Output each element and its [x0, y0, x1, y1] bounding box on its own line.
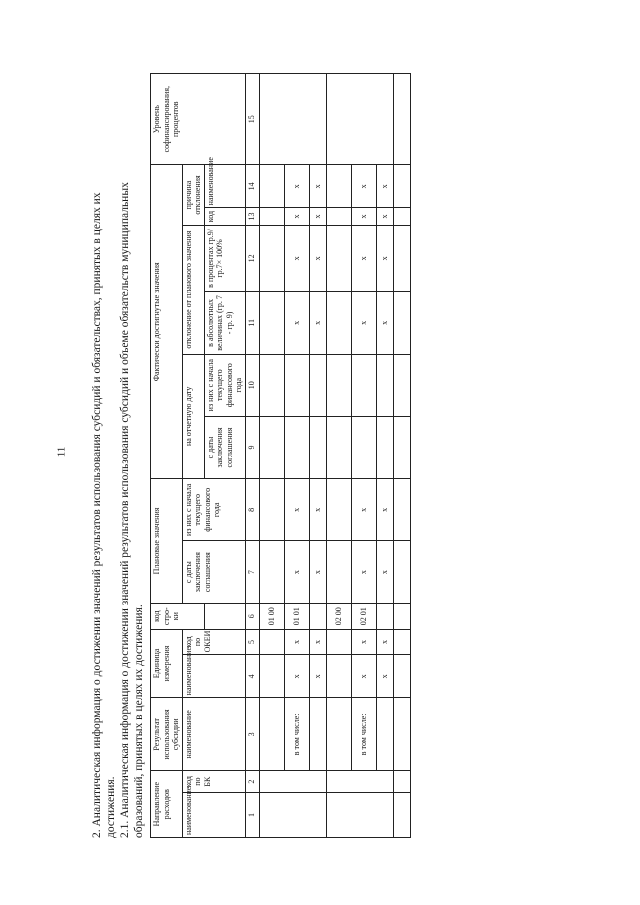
cell — [393, 165, 410, 208]
x-cell: x — [309, 541, 326, 603]
heading — [90, 78, 146, 838]
x-cell: x — [309, 655, 326, 698]
cell — [309, 698, 326, 771]
x-cell: x — [351, 541, 376, 603]
cell — [393, 74, 410, 165]
cell — [259, 655, 284, 698]
cell — [259, 225, 284, 292]
x-cell: x — [351, 208, 376, 225]
cell — [259, 292, 284, 354]
col-num: 3 — [245, 698, 259, 771]
col-num: 6 — [245, 603, 259, 629]
col-num: 15 — [245, 74, 259, 165]
rotated-page — [90, 68, 530, 838]
cell — [326, 165, 351, 208]
cell — [259, 792, 326, 837]
x-cell: x — [284, 225, 309, 292]
x-cell: x — [284, 165, 309, 208]
x-cell: x — [309, 225, 326, 292]
x-cell: x — [376, 165, 393, 208]
h-fact: Фактически достигнутые значения — [151, 165, 183, 479]
cell — [259, 74, 326, 165]
col-num: 2 — [245, 771, 259, 793]
x-cell: x — [309, 479, 326, 541]
h-abs: в абсолютных величинах (гр. 7 - гр. 9) — [204, 292, 245, 354]
h-direction: Направление расходов — [151, 771, 183, 838]
cell — [393, 629, 410, 655]
cell — [259, 541, 284, 603]
x-cell: x — [284, 208, 309, 225]
table-row — [376, 74, 393, 838]
col-num: 9 — [245, 416, 259, 478]
x-cell: x — [284, 479, 309, 541]
col-num: 12 — [245, 225, 259, 292]
h-unit-name: наименование — [182, 655, 245, 698]
cell — [351, 416, 376, 478]
cell — [326, 479, 351, 541]
col-num: 8 — [245, 479, 259, 541]
h-level: Уровень софинансирования, процентов — [151, 74, 246, 165]
x-cell: x — [376, 629, 393, 655]
table-row — [351, 74, 376, 838]
x-cell: x — [376, 479, 393, 541]
h-plan: Плановые значения — [151, 479, 183, 604]
cell — [309, 354, 326, 416]
h-plan-ytd: из них с начала текущего финансового года — [182, 479, 245, 541]
x-cell: x — [309, 208, 326, 225]
h-reason-name: наименование — [204, 165, 245, 208]
col-num: 14 — [245, 165, 259, 208]
cell — [326, 208, 351, 225]
cell — [393, 292, 410, 354]
x-cell: x — [284, 655, 309, 698]
cell — [393, 208, 410, 225]
h-code-row: код стро-ки — [151, 603, 205, 629]
h-name: наименование — [182, 792, 245, 837]
heading-line-3: 2.1. Аналитическая информация о достижении значений результатов использования субсидий и объеме обязательств муниципальных — [119, 182, 131, 838]
col-num: 1 — [245, 792, 259, 837]
x-cell: x — [351, 165, 376, 208]
heading-line-2: достижения. — [105, 776, 117, 838]
cell — [351, 354, 376, 416]
h-plan-from: с даты заключения соглашения — [182, 541, 245, 603]
cell — [326, 629, 351, 655]
cell — [393, 416, 410, 478]
x-cell: x — [376, 208, 393, 225]
cell — [259, 208, 284, 225]
x-cell: x — [351, 225, 376, 292]
cell — [393, 655, 410, 698]
h-fact-from: с даты заключения соглашения — [204, 416, 245, 478]
col-num: 11 — [245, 292, 259, 354]
cell — [393, 603, 410, 629]
cell — [326, 74, 393, 165]
h-fact-ytd: из них с начала текущего финансового года — [204, 354, 245, 416]
cell — [393, 771, 410, 793]
code-cell: 01 01 — [284, 603, 309, 629]
x-cell: x — [376, 541, 393, 603]
h-reason-code: код — [204, 208, 245, 225]
h-deviation: отклонение от планового значения — [182, 225, 204, 354]
cell — [309, 603, 326, 629]
cell — [326, 792, 393, 837]
cell — [393, 698, 410, 771]
h-okei: код по ОКЕИ — [182, 629, 245, 655]
table-row — [326, 74, 351, 838]
x-cell: x — [309, 165, 326, 208]
x-cell: x — [309, 292, 326, 354]
code-cell: 02 00 — [326, 603, 351, 629]
col-num: 4 — [245, 655, 259, 698]
cell — [284, 354, 309, 416]
h-on-date: на отчетную дату — [182, 354, 204, 479]
col-num: 13 — [245, 208, 259, 225]
cell — [393, 792, 410, 837]
cell — [376, 354, 393, 416]
cell — [393, 354, 410, 416]
cell — [326, 354, 351, 416]
including-cell: в том числе: — [284, 698, 309, 771]
cell — [284, 416, 309, 478]
cell — [393, 541, 410, 603]
x-cell: x — [284, 292, 309, 354]
heading-line-1: 2. Аналитическая информация о достижении значений результатов использования субсидий и обязательствах, принятых в целях их — [91, 192, 103, 838]
x-cell: x — [351, 629, 376, 655]
table-row — [259, 74, 284, 838]
cell — [259, 629, 284, 655]
table-row — [284, 74, 309, 838]
table-row — [309, 74, 326, 838]
header-row-1 — [151, 74, 183, 838]
heading-line-4: образований, принятых в целях их достижения. — [133, 604, 145, 838]
x-cell: x — [376, 655, 393, 698]
x-cell: x — [284, 541, 309, 603]
column-number-row — [245, 74, 259, 838]
cell — [376, 603, 393, 629]
code-cell: 02 01 — [351, 603, 376, 629]
page-number: 11 — [55, 446, 68, 458]
x-cell: x — [309, 629, 326, 655]
including-cell: в том числе: — [351, 698, 376, 771]
col-num: 7 — [245, 541, 259, 603]
cell — [326, 698, 351, 771]
h-result: Результат использования субсидии — [151, 698, 183, 771]
cell — [326, 771, 393, 793]
x-cell: x — [351, 655, 376, 698]
cell — [326, 416, 351, 478]
cell — [259, 416, 284, 478]
h-pct: в процентах гр.9/гр.7× 100% — [204, 225, 245, 292]
header-row-2 — [182, 74, 204, 838]
x-cell: x — [351, 479, 376, 541]
table-row — [393, 74, 410, 838]
cell — [259, 165, 284, 208]
cell — [326, 541, 351, 603]
col-num: 10 — [245, 354, 259, 416]
cell — [309, 416, 326, 478]
code-cell: 01 00 — [259, 603, 284, 629]
h-code-row-cont — [204, 603, 245, 629]
cell — [259, 771, 326, 793]
x-cell: x — [376, 225, 393, 292]
cell — [326, 655, 351, 698]
cell — [393, 225, 410, 292]
cell — [326, 225, 351, 292]
col-num: 5 — [245, 629, 259, 655]
cell — [376, 416, 393, 478]
x-cell: x — [284, 629, 309, 655]
x-cell: x — [376, 292, 393, 354]
cell — [259, 354, 284, 416]
cell — [326, 292, 351, 354]
x-cell: x — [351, 292, 376, 354]
results-table — [150, 73, 411, 838]
h-reason: причина отклонения — [182, 165, 204, 225]
cell — [376, 698, 393, 771]
cell — [393, 479, 410, 541]
h-code-bk: код по БК — [182, 771, 245, 793]
cell — [259, 698, 284, 771]
cell — [259, 479, 284, 541]
h-unit: Единица измерения — [151, 629, 183, 698]
h-result-name: наименование — [182, 698, 245, 771]
